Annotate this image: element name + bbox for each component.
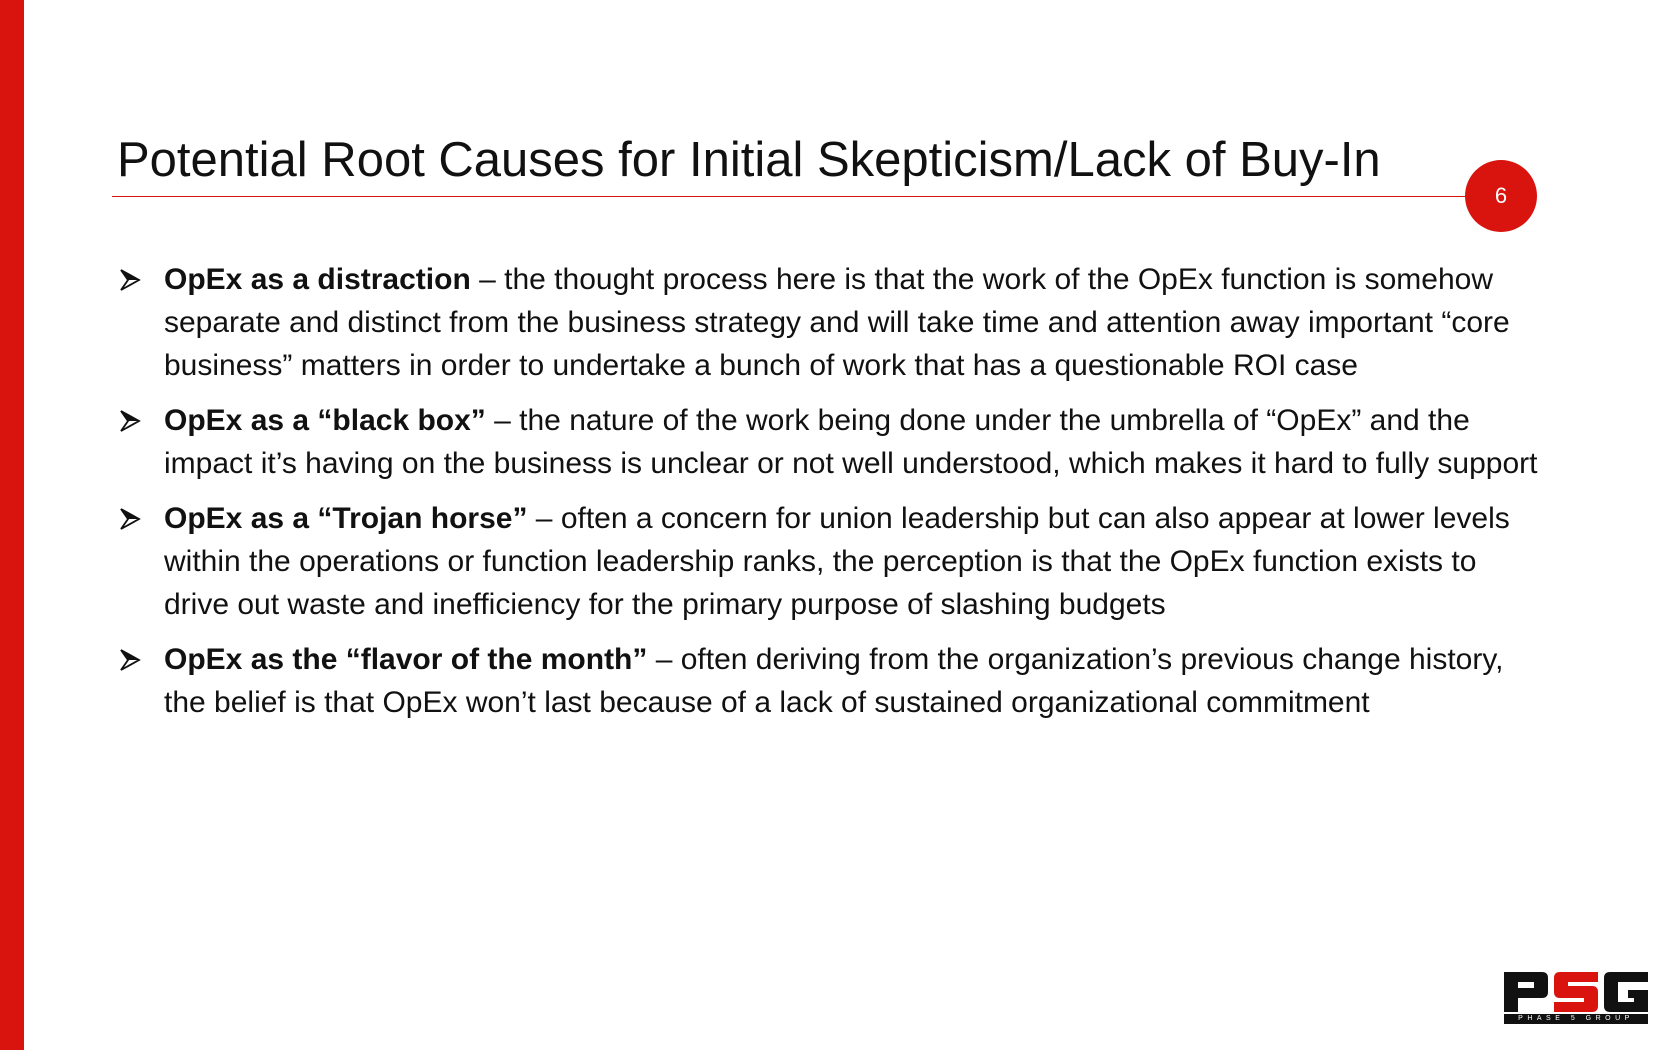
bullet-lead: OpEx as the “flavor of the month”: [164, 643, 648, 676]
bullet-item-black-box: [118, 399, 1543, 485]
bullet-text: – the thought process here is that the work of the OpEx function is somehow separate and distinct from the business strategy and will take time and attention away important “core business” matters in order to undertake a bunch of work that has a questionable ROI case: [164, 263, 1510, 382]
arrow-bullet-icon: [118, 268, 142, 292]
bullet-lead: OpEx as a “black box”: [164, 404, 486, 437]
arrow-bullet-icon: [118, 648, 142, 672]
bullet-item-distraction: [118, 258, 1543, 387]
bullet-lead: OpEx as a distraction: [164, 263, 471, 296]
left-accent-bar: [0, 0, 24, 1050]
bullet-list: [118, 258, 1543, 736]
bullet-text: – often deriving from the organization’s previous change history, the belief is that OpEx won’t last because of a lack of sustained organizational commitment: [164, 643, 1504, 719]
title-underline: [112, 196, 1468, 197]
bullet-text: – the nature of the work being done under the umbrella of “OpEx” and the impact it’s having on the business is unclear or not well understood, which makes it hard to fully support: [164, 404, 1538, 480]
logo-subtitle: PHASE 5 GROUP: [1504, 1014, 1648, 1024]
arrow-bullet-icon: [118, 507, 142, 531]
arrow-bullet-icon: [118, 409, 142, 433]
bullet-item-flavor-of-month: [118, 638, 1543, 724]
bullet-item-trojan-horse: [118, 497, 1543, 626]
bullet-text: – often a concern for union leadership but can also appear at lower levels within the operations or function leadership ranks, the perception is that the OpEx function exists to drive out waste and inefficiency for the primary purpose of slashing budgets: [164, 502, 1510, 621]
page-number-badge: 6: [1465, 160, 1537, 232]
bullet-lead: OpEx as a “Trojan horse”: [164, 502, 528, 535]
slide-title: Potential Root Causes for Initial Skepticism/Lack of Buy-In: [117, 133, 1381, 187]
